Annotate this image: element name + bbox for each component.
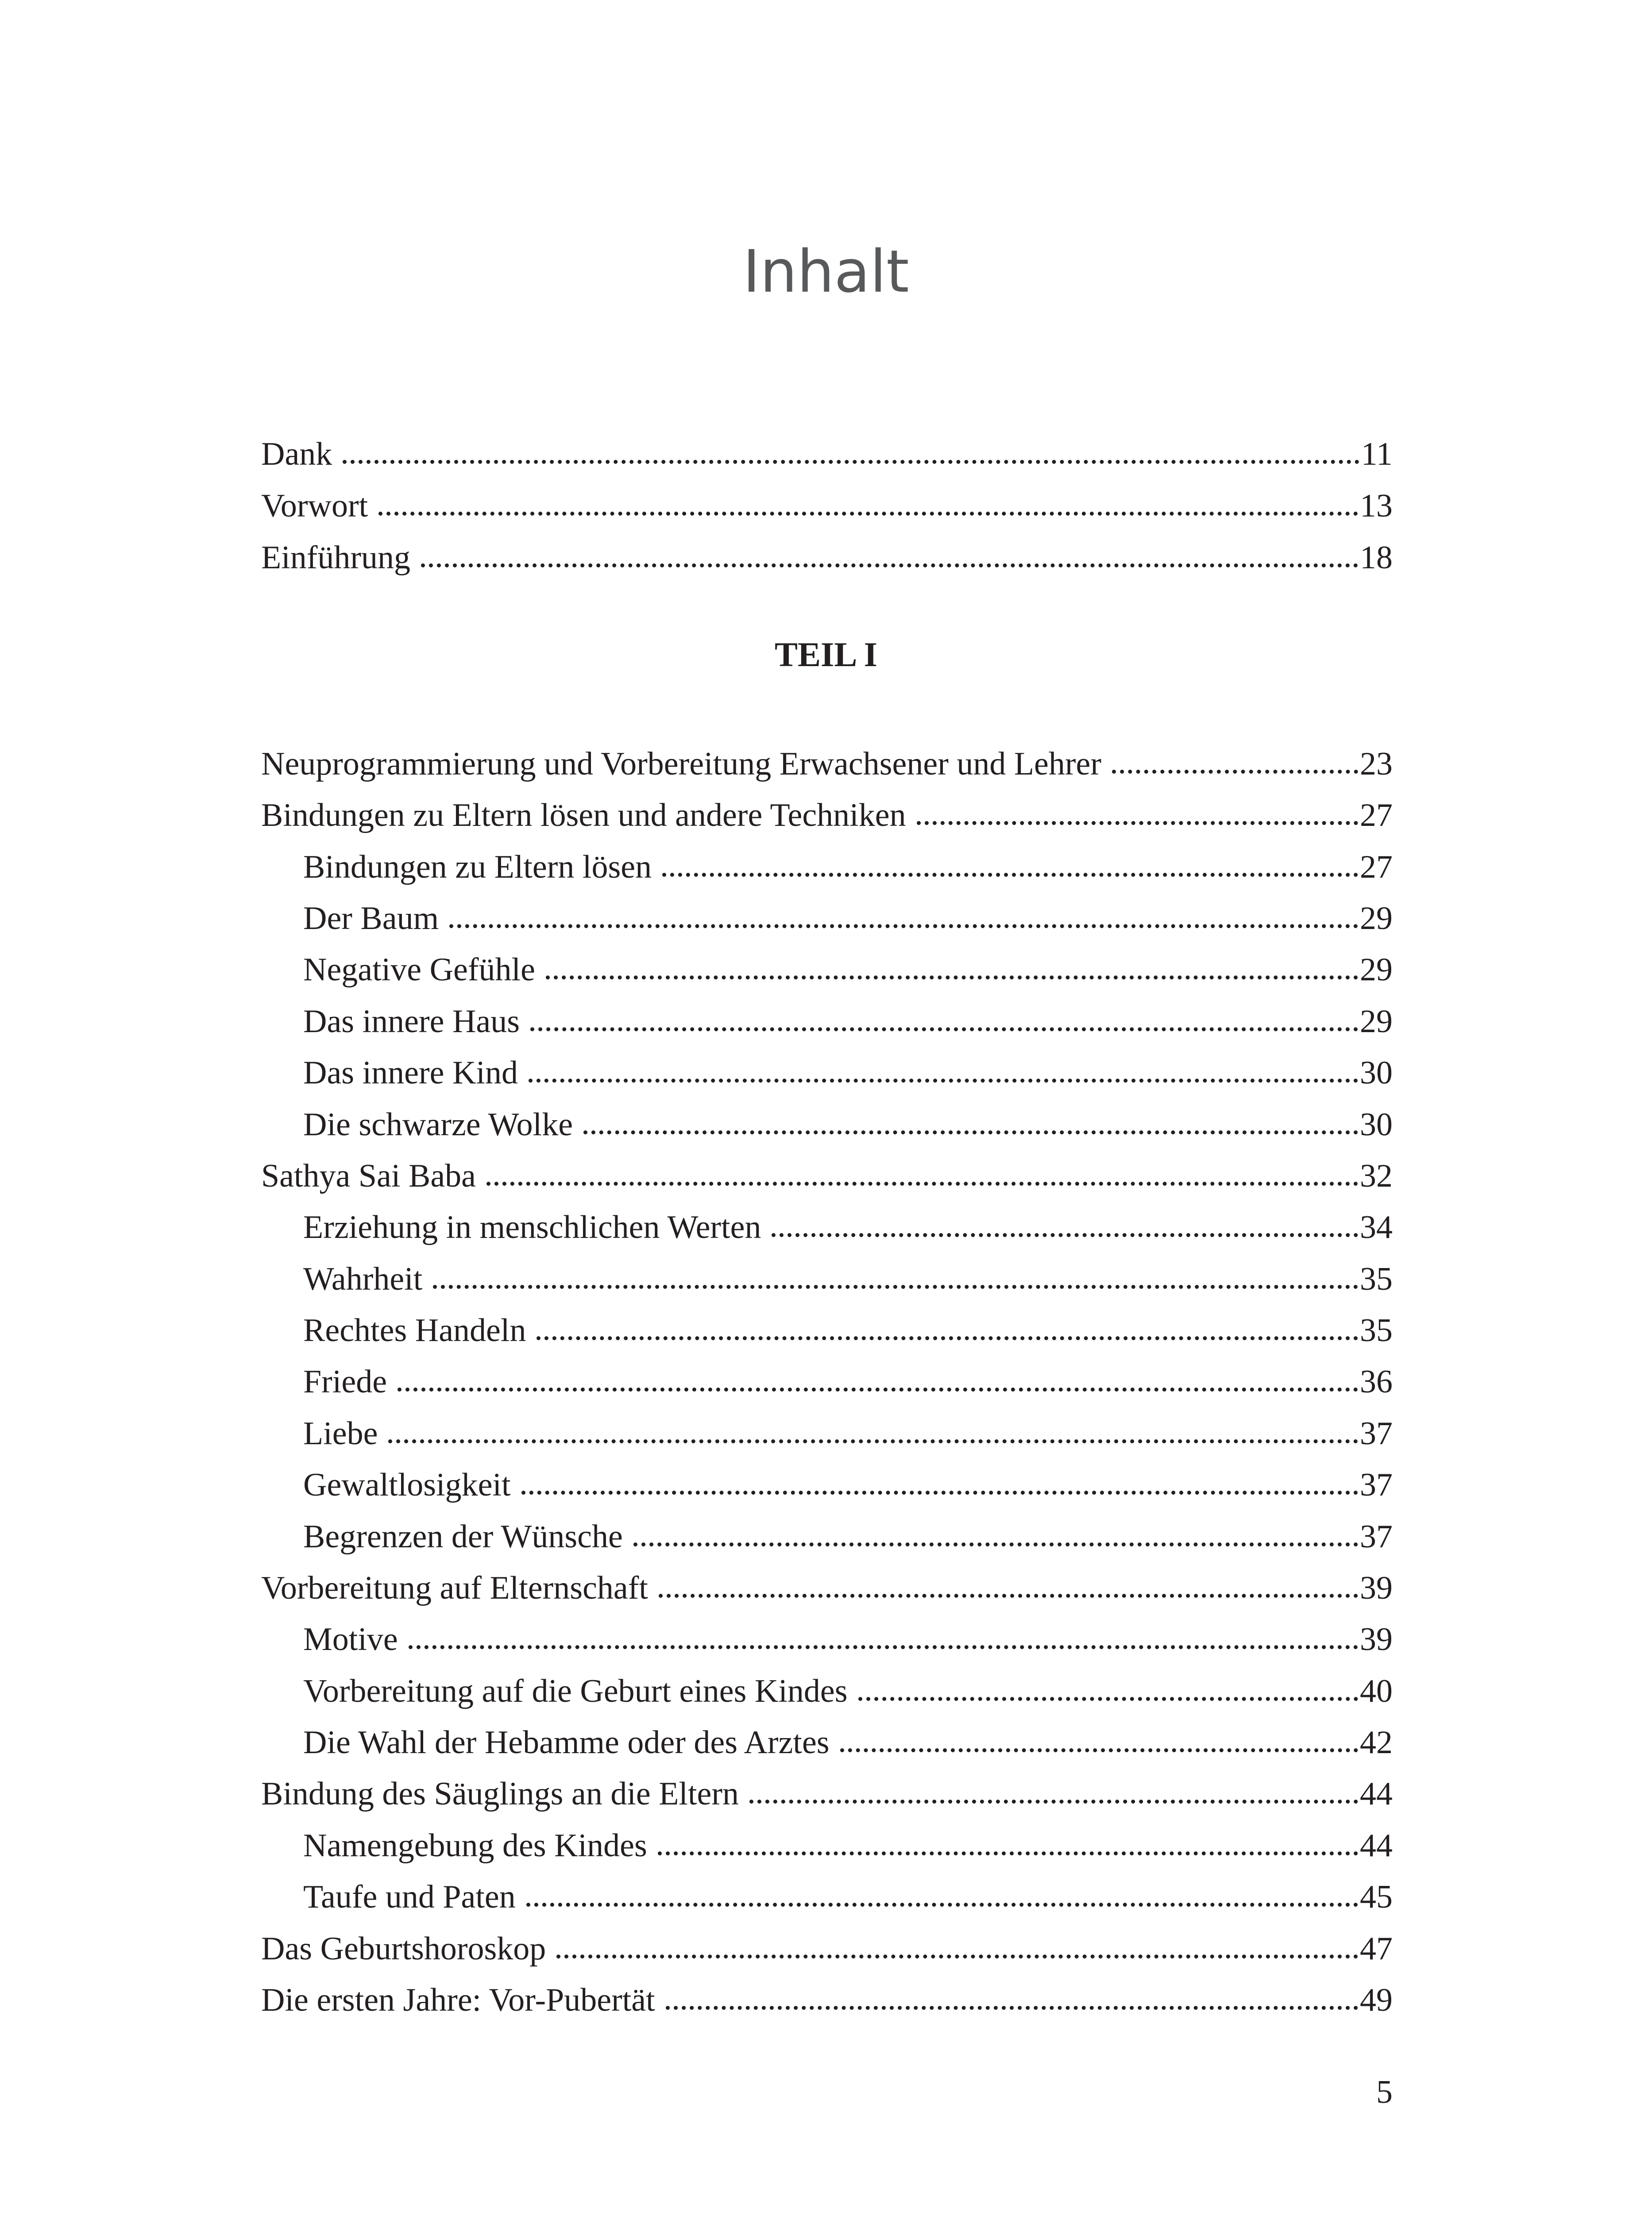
page-number: 5 bbox=[1376, 2074, 1393, 2110]
toc-entry bbox=[261, 789, 1393, 842]
toc-entry-page: 23 bbox=[1360, 746, 1393, 782]
toc-entry-vorwort bbox=[261, 479, 1393, 532]
toc-entry-label: Einführung bbox=[261, 540, 411, 576]
toc-entry bbox=[261, 737, 1393, 790]
leader-dots bbox=[530, 1027, 1358, 1031]
toc-subentry bbox=[303, 1355, 1393, 1408]
toc-entry-page: 29 bbox=[1360, 952, 1393, 988]
leader-dots bbox=[433, 1285, 1358, 1289]
toc-subentry bbox=[303, 1819, 1393, 1872]
toc-entry-label: Friede bbox=[303, 1364, 387, 1400]
toc-entry-label: Vorbereitung auf Elternschaft bbox=[261, 1570, 648, 1606]
leader-dots bbox=[398, 1388, 1358, 1392]
page-title: Inhalt bbox=[743, 238, 909, 306]
toc-entry-label: Bindung des Säuglings an die Eltern bbox=[261, 1776, 739, 1812]
toc-entry-page: 34 bbox=[1360, 1209, 1393, 1245]
toc-subentry bbox=[303, 1046, 1393, 1099]
toc-subentry bbox=[303, 1510, 1393, 1563]
toc-entry-page: 29 bbox=[1360, 1003, 1393, 1040]
toc-entry-page: 30 bbox=[1360, 1055, 1393, 1091]
toc-entry-label: Vorbereitung auf die Geburt eines Kindes bbox=[303, 1673, 848, 1709]
leader-dots bbox=[772, 1233, 1358, 1237]
toc-entry-label: Negative Gefühle bbox=[303, 952, 535, 988]
leader-dots bbox=[666, 2006, 1358, 2010]
leader-dots bbox=[546, 975, 1358, 979]
toc-entry-page: 27 bbox=[1360, 797, 1393, 833]
leader-dots bbox=[421, 563, 1358, 567]
toc-entry-page: 49 bbox=[1360, 1982, 1393, 2018]
leader-dots bbox=[537, 1336, 1358, 1340]
toc-entry bbox=[261, 1974, 1393, 2027]
toc-entry-label: Sathya Sai Baba bbox=[261, 1158, 476, 1194]
leader-dots bbox=[633, 1542, 1358, 1546]
toc-entry-label: Der Baum bbox=[303, 900, 439, 937]
leader-dots bbox=[658, 1851, 1358, 1855]
toc-subentry bbox=[303, 1098, 1393, 1151]
leader-dots bbox=[521, 1491, 1358, 1495]
toc-entry-label: Die Wahl der Hebamme oder des Arztes bbox=[303, 1724, 830, 1761]
toc-subentry bbox=[303, 943, 1393, 996]
toc-entry-page: 30 bbox=[1360, 1106, 1393, 1143]
toc-entry bbox=[261, 1149, 1393, 1203]
toc-entry-label: Das innere Kind bbox=[303, 1055, 518, 1091]
toc-entry-label: Namengebung des Kindes bbox=[303, 1827, 647, 1864]
toc-entry-page: 47 bbox=[1360, 1931, 1393, 1967]
leader-dots bbox=[1112, 770, 1358, 774]
toc-subentry bbox=[303, 1407, 1393, 1460]
leader-dots bbox=[409, 1645, 1358, 1649]
toc-entry-page: 44 bbox=[1360, 1776, 1393, 1812]
toc-entry-page: 45 bbox=[1360, 1879, 1393, 1915]
toc-entry-label: Vorwort bbox=[261, 488, 368, 524]
toc-subentry bbox=[303, 1253, 1393, 1306]
toc-entry-einfuehrung bbox=[261, 531, 1393, 584]
leader-dots bbox=[378, 512, 1358, 516]
toc-entry-label: Gewaltlosigkeit bbox=[303, 1467, 511, 1503]
leader-dots bbox=[343, 460, 1359, 464]
toc-entry-page: 36 bbox=[1360, 1364, 1393, 1400]
toc-entry-page: 32 bbox=[1360, 1158, 1393, 1194]
leader-dots bbox=[659, 1594, 1358, 1598]
leader-dots bbox=[556, 1955, 1358, 1959]
toc-entry-page: 13 bbox=[1360, 488, 1393, 524]
toc-subentry bbox=[303, 1665, 1393, 1718]
section-heading: TEIL I bbox=[775, 635, 877, 674]
toc-entry-label: Die schwarze Wolke bbox=[303, 1106, 573, 1143]
toc-entry-label: Liebe bbox=[303, 1415, 378, 1452]
toc-subentry bbox=[303, 1870, 1393, 1924]
toc-entry-page: 40 bbox=[1360, 1673, 1393, 1709]
toc-entry-page: 42 bbox=[1360, 1724, 1393, 1761]
toc-entry-page: 44 bbox=[1360, 1827, 1393, 1864]
leader-dots bbox=[486, 1182, 1358, 1186]
leader-dots bbox=[858, 1697, 1358, 1701]
toc-subentry bbox=[303, 892, 1393, 945]
toc-entry bbox=[261, 1561, 1393, 1615]
toc-subentry bbox=[303, 1716, 1393, 1769]
toc-entry-label: Das innere Haus bbox=[303, 1003, 520, 1040]
toc-entry-page: 37 bbox=[1360, 1467, 1393, 1503]
leader-dots bbox=[840, 1748, 1358, 1752]
toc-entry bbox=[261, 1922, 1393, 1975]
toc-entry-label: Erziehung in menschlichen Werten bbox=[303, 1209, 761, 1245]
toc-entry-page: 27 bbox=[1360, 849, 1393, 885]
toc-subentry bbox=[303, 995, 1393, 1048]
toc-entry-label: Neuprogrammierung und Vorbereitung Erwachsener und Lehrer bbox=[261, 746, 1102, 782]
leader-dots bbox=[662, 873, 1358, 877]
toc-entry-page: 35 bbox=[1360, 1312, 1393, 1349]
toc-entry-dank bbox=[261, 428, 1393, 481]
toc-entry-label: Bindungen zu Eltern lösen und andere Techniken bbox=[261, 797, 906, 833]
toc-entry-page: 37 bbox=[1360, 1415, 1393, 1452]
leader-dots bbox=[449, 924, 1358, 928]
leader-dots bbox=[529, 1079, 1358, 1083]
toc-subentry bbox=[303, 1458, 1393, 1511]
leader-dots bbox=[917, 821, 1358, 825]
toc-entry-label: Motive bbox=[303, 1621, 398, 1658]
toc-subentry bbox=[303, 1304, 1393, 1357]
toc-entry-page: 35 bbox=[1360, 1261, 1393, 1297]
leader-dots bbox=[526, 1903, 1358, 1907]
toc-subentry bbox=[303, 840, 1393, 894]
toc-subentry bbox=[303, 1201, 1393, 1254]
leader-dots bbox=[749, 1800, 1358, 1804]
toc-entry-page: 11 bbox=[1361, 436, 1393, 472]
toc-entry-page: 37 bbox=[1360, 1519, 1393, 1555]
toc-entry-label: Das Geburtshoroskop bbox=[261, 1931, 546, 1967]
toc-entry-page: 18 bbox=[1360, 540, 1393, 576]
toc-entry-label: Bindungen zu Eltern lösen bbox=[303, 849, 652, 885]
toc-entry-label: Begrenzen der Wünsche bbox=[303, 1519, 623, 1555]
toc-entry-label: Die ersten Jahre: Vor-Pubertät bbox=[261, 1982, 655, 2018]
toc-entry-page: 39 bbox=[1360, 1570, 1393, 1606]
toc-entry-label: Dank bbox=[261, 436, 332, 472]
leader-dots bbox=[388, 1439, 1358, 1443]
toc-entry-page: 29 bbox=[1360, 900, 1393, 937]
toc-entry-label: Taufe und Paten bbox=[303, 1879, 516, 1915]
toc-entry bbox=[261, 1767, 1393, 1820]
leader-dots bbox=[583, 1130, 1358, 1134]
toc-subentry bbox=[303, 1613, 1393, 1666]
toc-entry-label: Rechtes Handeln bbox=[303, 1312, 526, 1349]
toc-entry-label: Wahrheit bbox=[303, 1261, 423, 1297]
toc-entry-page: 39 bbox=[1360, 1621, 1393, 1658]
